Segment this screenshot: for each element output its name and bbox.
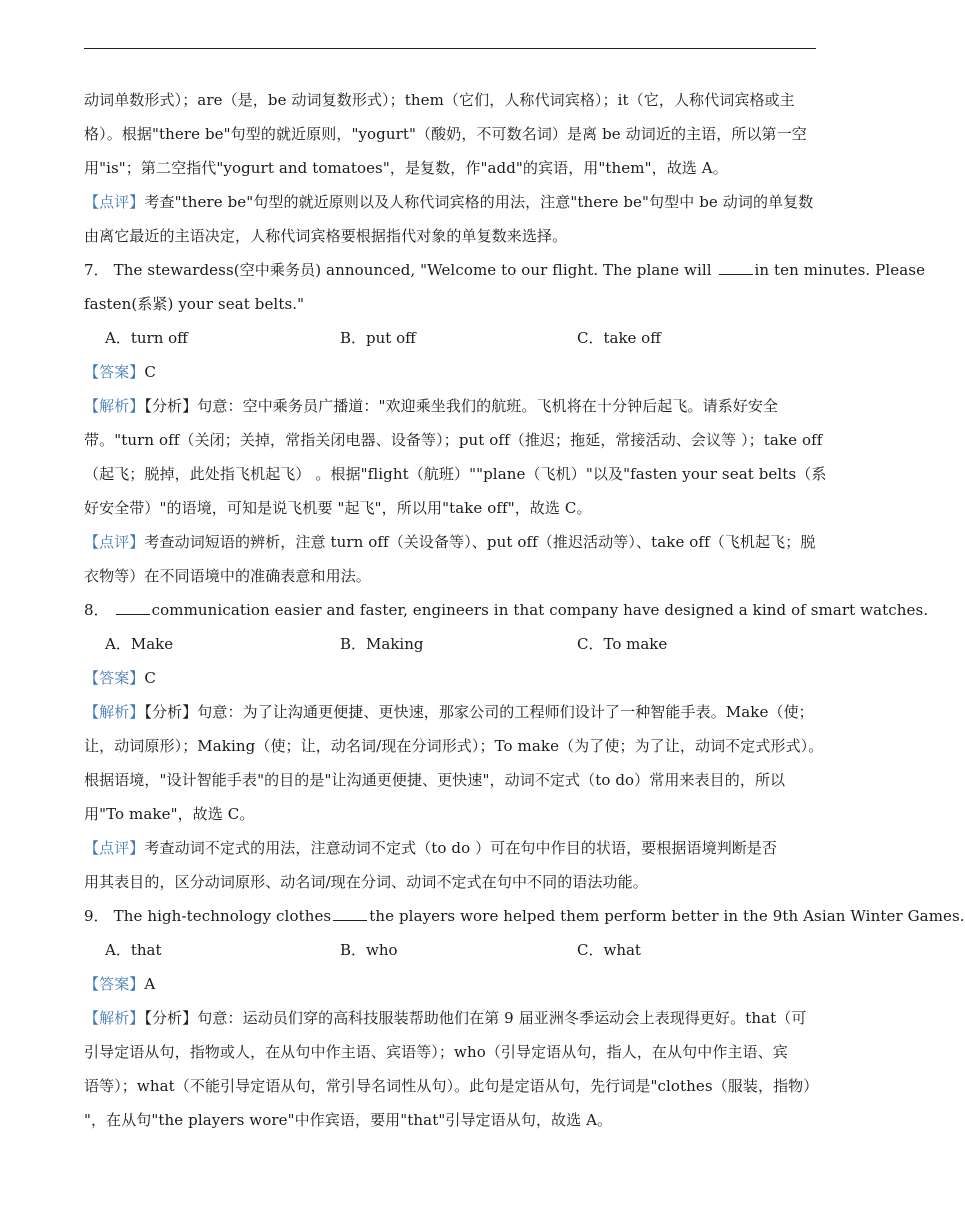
comment-tag: 【点评】 (84, 839, 145, 857)
q9-answer: 【答案】A (84, 975, 156, 993)
q9-stem: 9． The high-technology clothes the players wore helped them perform better in the 9th Asian Winter Games. (84, 907, 965, 925)
page-content (84, 83, 965, 1137)
q9-option-c: C．what (577, 941, 641, 959)
q6-analysis-line-1: 动词单数形式）；are（是，be 动词复数形式）；them（它们，人称代词宾格）；it（它，人称代词宾格或主 (84, 91, 795, 109)
q7-stem-line-2: fasten(系紧) your seat belts." (84, 295, 305, 313)
q8-option-c: C．To make (577, 635, 668, 653)
q7-option-b: B．put off (340, 329, 416, 347)
q7-comment-line-2: 衣物等）在不同语境中的准确表意和用法。 (84, 567, 371, 585)
q7-stem-line-1: 7． The stewardess(空中乘务员) announced, "Welcome to our flight. The plane will in ten minutes. Please (84, 261, 926, 279)
q8-analysis-line-4: 用"To make"，故选 C。 (84, 805, 255, 823)
q7-answer: 【答案】C (84, 363, 156, 381)
analysis-tag: 【解析】 (84, 703, 145, 721)
q6-analysis-line-3: 用"is"；第二空指代"yogurt and tomatoes"，是复数，作"add"的宾语，用"them"，故选 A。 (84, 159, 728, 177)
q8-stem: 8． communication easier and faster, engineers in that company have designed a kind of smart watches. (84, 601, 929, 619)
q8-analysis-line-2: 让，动词原形）；Making（使；让，动名词/现在分词形式）；To make（为了使；为了让，动词不定式形式）。 (84, 737, 824, 755)
q8-comment-line-2: 用其表目的，区分动词原形、动名词/现在分词、动词不定式在句中不同的语法功能。 (84, 873, 648, 891)
q8-answer: 【答案】C (84, 669, 156, 687)
q8-blank (116, 602, 150, 615)
q9-analysis-line-2: 引导定语从句，指物或人，在从句中作主语、宾语等）；who（引导定语从句，指人，在从句中作主语、宾 (84, 1043, 788, 1061)
q7-analysis-line-2: 带。"turn off（关闭；关掉，常指关闭电器、设备等）；put off（推迟；拖延，常接活动、会议等 ）；take off (84, 431, 823, 449)
q9-option-b: B．who (340, 941, 398, 959)
answer-tag: 【答案】 (84, 669, 145, 687)
q8-comment-line-1: 【点评】考查动词不定式的用法，注意动词不定式（to do ）可在句中作目的状语，要根据语境判断是否 (84, 839, 778, 857)
q7-blank (719, 262, 753, 275)
q8-option-b: B．Making (340, 635, 424, 653)
q7-comment-line-1: 【点评】考查动词短语的辨析，注意 turn off（关设备等）、put off（推迟活动等）、take off（飞机起飞；脱 (84, 533, 816, 551)
answer-tag: 【答案】 (84, 363, 145, 381)
q6-comment-line-1: 【点评】考查"there be"句型的就近原则以及人称代词宾格的用法，注意"there be"句型中 be 动词的单复数 (84, 193, 814, 211)
q8-options (84, 627, 816, 661)
comment-tag: 【点评】 (84, 533, 145, 551)
q7-analysis-line-3: （起飞；脱掉，此处指飞机起飞） 。根据"flight（航班）""plane（飞机）"以及"fasten your seat belts（系 (84, 465, 827, 483)
q7-option-a: A．turn off (105, 329, 188, 347)
q9-option-a: A．that (105, 941, 162, 959)
header-rule (84, 48, 816, 49)
analysis-tag: 【解析】 (84, 1009, 145, 1027)
q7-analysis-line-4: 好安全带）"的语境，可知是说飞机要 "起飞"，所以用"take off"，故选 C。 (84, 499, 592, 517)
q8-analysis-line-1: 【解析】【分析】句意：为了让沟通更便捷、更快速，那家公司的工程师们设计了一种智能手表。Make（使； (84, 703, 814, 721)
q7-options (84, 321, 816, 355)
q6-analysis-line-2: 格）。根据"there be"句型的就近原则，"yogurt"（酸奶，不可数名词）是离 be 动词近的主语，所以第一空 (84, 125, 807, 143)
q9-blank (333, 908, 367, 921)
q7-analysis-line-1: 【解析】【分析】句意：空中乘务员广播道："欢迎乘坐我们的航班。飞机将在十分钟后起飞。请系好安全 (84, 397, 779, 415)
q9-analysis-line-4: "，在从句"the players wore"中作宾语，要用"that"引导定语从句，故选 A。 (84, 1111, 613, 1129)
q9-options (84, 933, 816, 967)
analysis-tag: 【解析】 (84, 397, 145, 415)
q6-comment-line-2: 由离它最近的主语决定，人称代词宾格要根据指代对象的单复数来选择。 (84, 227, 568, 245)
q8-analysis-line-3: 根据语境，"设计智能手表"的目的是"让沟通更便捷、更快速"，动词不定式（to do）常用来表目的，所以 (84, 771, 786, 789)
q9-analysis-line-3: 语等）；what（不能引导定语从句，常引导名词性从句）。此句是定语从句，先行词是"clothes（服装，指物） (84, 1077, 819, 1095)
q9-analysis-line-1: 【解析】【分析】句意：运动员们穿的高科技服装帮助他们在第 9 届亚洲冬季运动会上表现得更好。that（可 (84, 1009, 807, 1027)
answer-tag: 【答案】 (84, 975, 145, 993)
q8-option-a: A．Make (105, 635, 174, 653)
q7-option-c: C．take off (577, 329, 661, 347)
comment-tag: 【点评】 (84, 193, 145, 211)
